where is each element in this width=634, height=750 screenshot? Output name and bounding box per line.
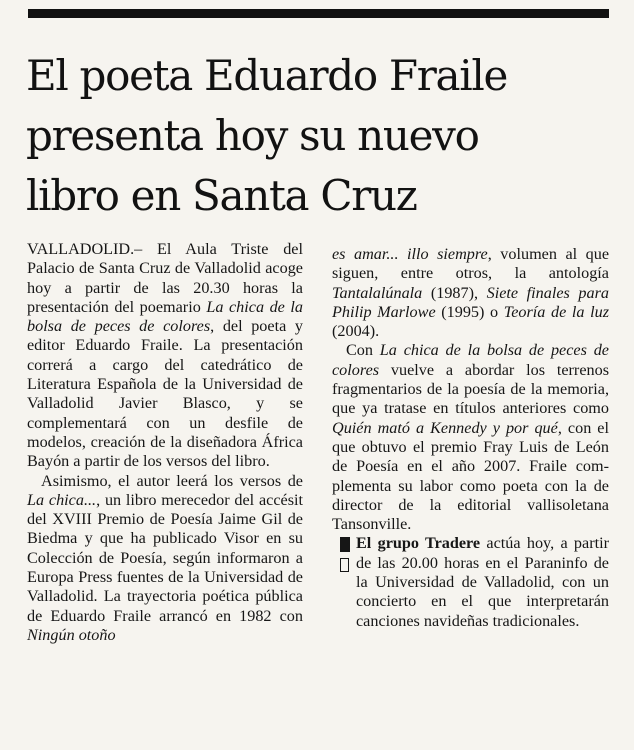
headline <box>26 46 616 226</box>
book-title: Teoría de la luz <box>503 302 609 321</box>
brief-text: actúa hoy, a partir de las 20.00 horas en el Paraninfo de la Universidad de Valladolid, con un concierto en el que interpretarán canciones navideñas tradicionales. <box>356 534 609 630</box>
brief-lead: El grupo Tradere <box>356 534 481 553</box>
book-title: Quién mató a Kennedy y por qué <box>332 418 558 437</box>
headline-line-2: presenta hoy su nuevo <box>26 111 479 160</box>
article-paragraph-1 <box>27 240 303 472</box>
book-title: Siete finales para Philip Marlowe <box>332 283 610 321</box>
book-title: Ningún otoño <box>27 625 116 644</box>
article-column-right <box>332 245 609 631</box>
book-title: La chica de la bolsa de peces de colores <box>332 341 609 379</box>
dateline: VALLADOLID.– <box>27 240 143 258</box>
headline-line-3: libro en Santa Cruz <box>26 171 417 220</box>
brief-box-icon <box>340 558 349 572</box>
paragraph-text: , con el que obtuvo el premio Fray Luis de León de Poesía en el año 2007. Fraile complementa su labor como poeta con la de director de la editorial vallisoletana Tansonville. <box>332 418 609 534</box>
article-paragraph-4 <box>332 341 609 534</box>
article-paragraph-2 <box>27 472 303 646</box>
paragraph-text: El Aula Triste del Palacio de Santa Cruz de Valladolid acoge hoy a partir de las 20.30 horas la presentación del poemario <box>27 240 303 316</box>
paragraph-text: Con <box>346 341 380 360</box>
paragraph-text: vuelve a abordar los terrenos fragmentarios de la poesía de la memoria, que ya tratase en títulos anteriores como <box>332 360 609 418</box>
paragraph-text: (1995) o <box>435 302 504 321</box>
article-paragraph-3 <box>332 245 609 341</box>
paragraph-text: , un libro merecedor del accésit del XVIII Premio de Poesía Jaime Gil de Biedma y que ha publicado Visor en su Colección de Poesía, según informaron a Europa Press fuentes de la Universidad de Valladolid. La trayectoria poética pública de Eduardo Fraile arrancó en 1982 con <box>27 490 303 625</box>
news-brief <box>332 534 609 630</box>
book-title: Tantalalúnala <box>332 283 423 302</box>
paragraph-text: Asimismo, el autor leerá los versos de <box>41 471 303 490</box>
paragraph-text: , volumen al que siguen, entre otros, la antología <box>332 245 609 283</box>
book-title: La chica de la bolsa de peces de colores <box>27 297 303 336</box>
paragraph-text: , del poeta y editor Eduardo Fraile. La presentación correrá a cargo del catedrático de Literatura Española de la Universidad de Valladolid Javier Blasco, y se complementará con un desfile de modelos, creación de la diseñadora África Bayón a partir de los versos del libro. <box>27 317 303 471</box>
book-title: La chica... <box>27 490 97 509</box>
top-rule <box>28 9 609 18</box>
brief-marker-icon <box>340 537 350 552</box>
headline-line-1: El poeta Eduardo Fraile <box>26 51 508 100</box>
paragraph-text: (1987), <box>422 283 487 302</box>
article-column-left <box>27 240 303 645</box>
paragraph-text: (2004). <box>332 322 380 341</box>
book-title: es amar... illo siempre <box>332 245 488 263</box>
